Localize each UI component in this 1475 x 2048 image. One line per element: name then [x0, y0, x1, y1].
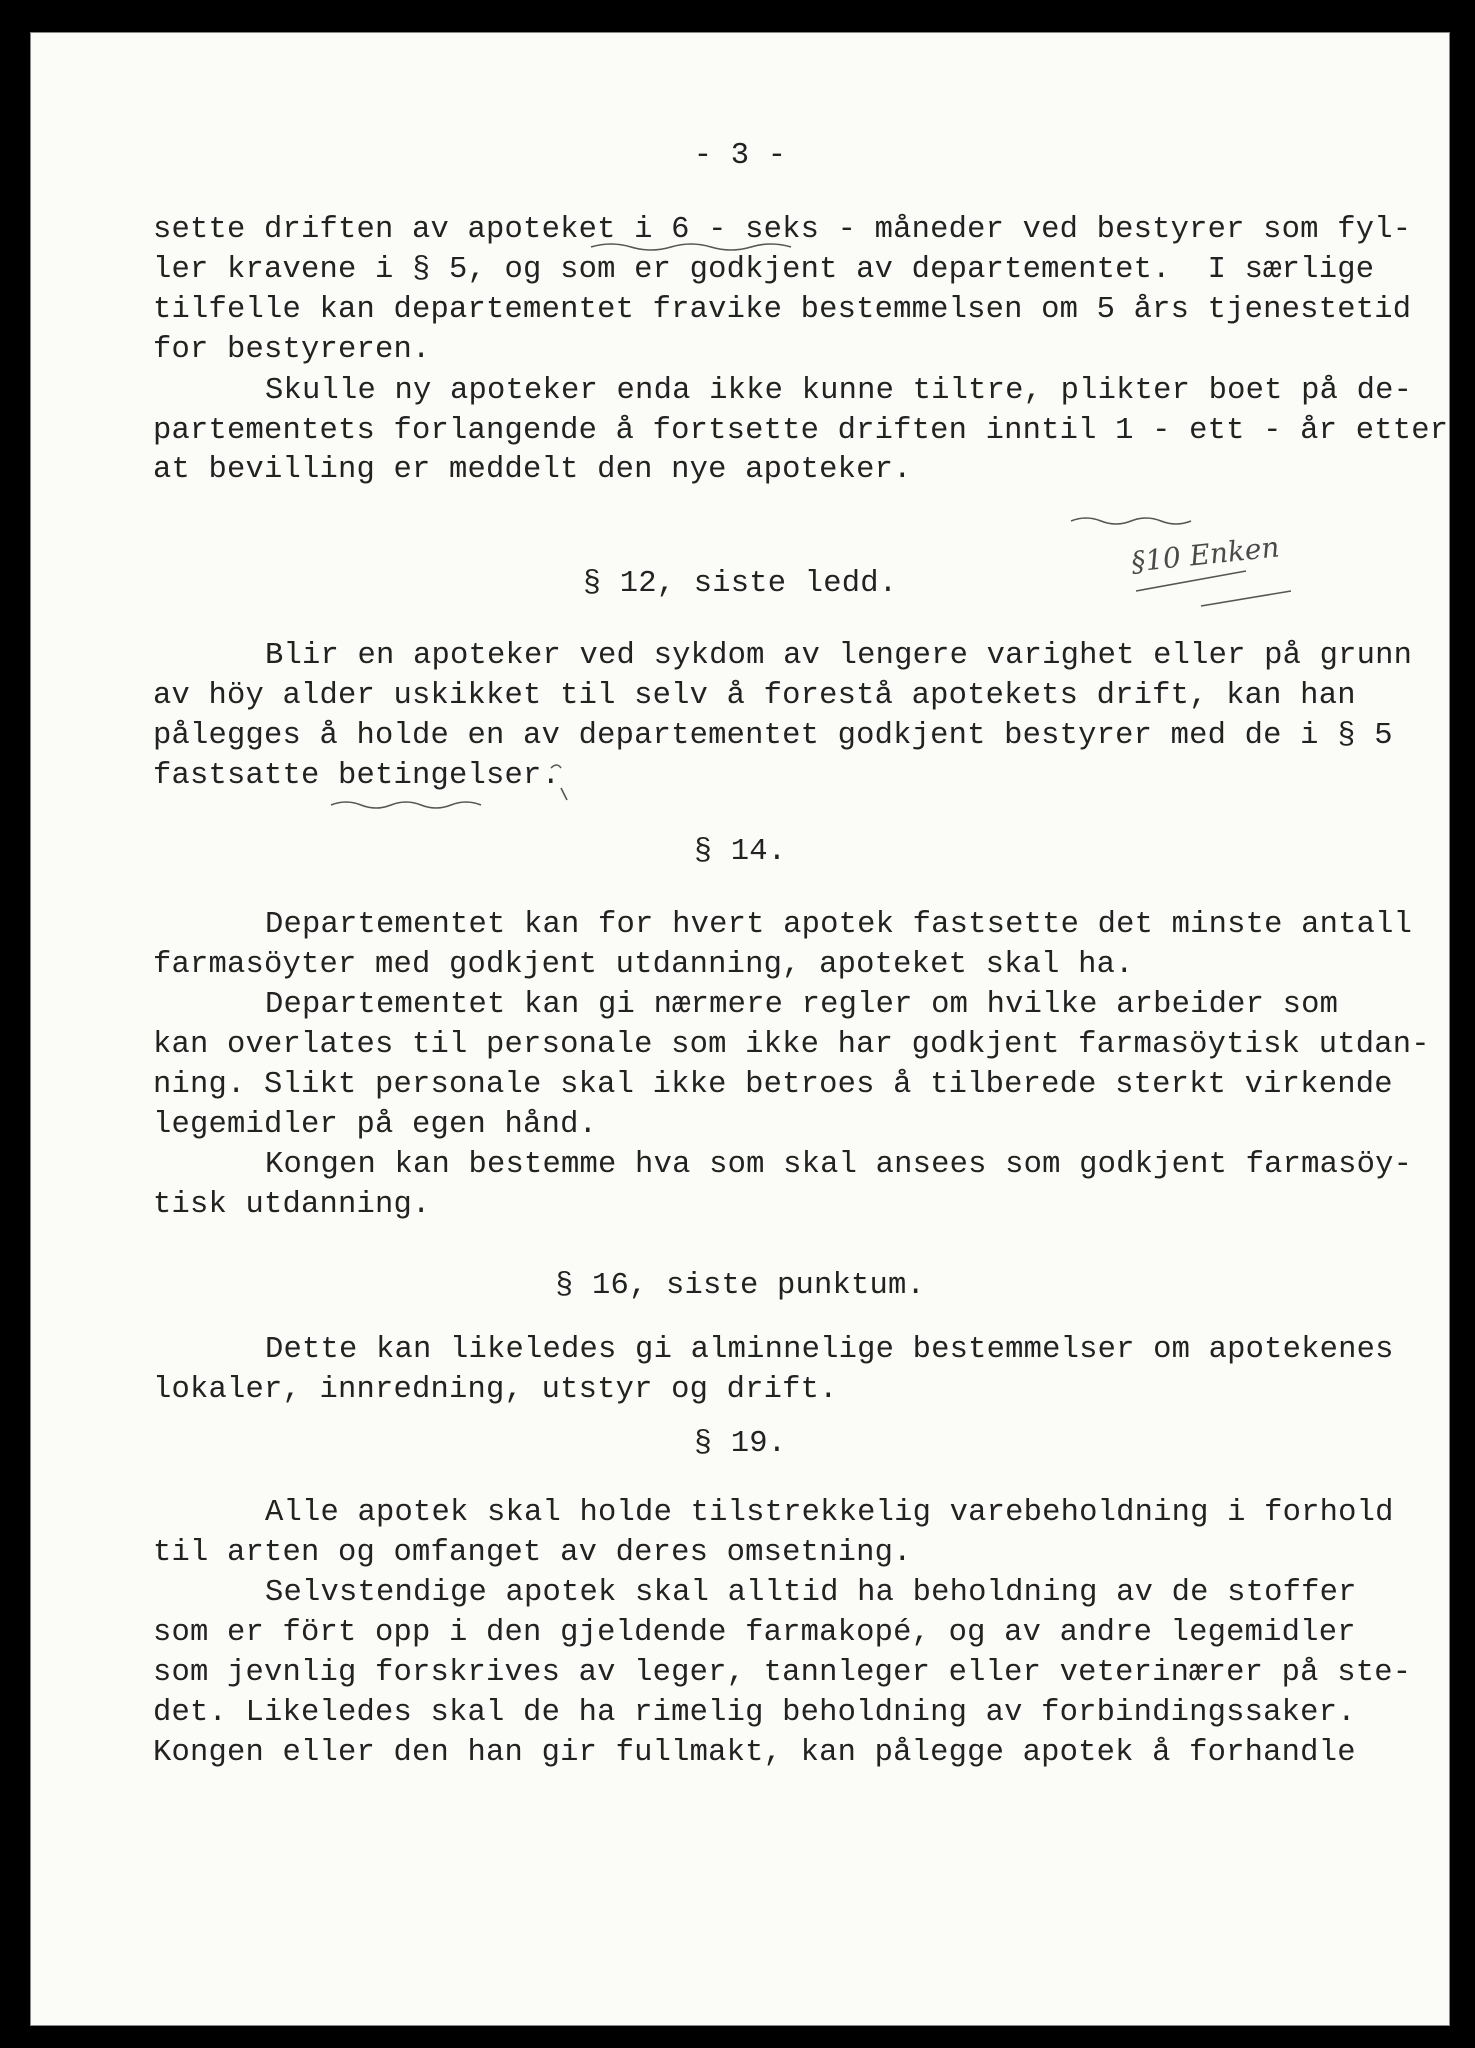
text-line: ler kravene i § 5, og som er godkjent av departementet. I særlige [153, 253, 1375, 287]
text-line: det. Likeledes skal de ha rimelig beholdning av forbindingssaker. [153, 1696, 1356, 1730]
text-line: av höy alder uskikket til selv å forestå apotekets drift, kan han [153, 679, 1356, 713]
text-line: lokaler, innredning, utstyr og drift. [153, 1373, 838, 1407]
text-line: at bevilling er meddelt den nye apoteker. [153, 453, 912, 487]
text-line: Kongen eller den han gir fullmakt, kan pålegge apotek å forhandle [153, 1736, 1356, 1770]
pencil-tick [551, 765, 567, 800]
page-number: - 3 - [693, 139, 787, 173]
section-heading-12: § 12, siste ledd. [582, 567, 898, 601]
text-line: Kongen kan bestemme hva som skal ansees som godkjent farmasöy- [265, 1148, 1413, 1182]
text-line: ning. Slikt personale skal ikke betroes å tilberede sterkt virkende [153, 1068, 1393, 1102]
handwritten-underline [1136, 571, 1246, 591]
pencil-marks [31, 33, 1449, 2025]
wavy-underline [331, 802, 481, 808]
text-line: tisk utdanning. [153, 1188, 431, 1222]
section-heading-19: § 19. [693, 1427, 787, 1461]
text-line: til arten og omfanget av deres omsetning. [153, 1536, 912, 1570]
text-line: Selvstendige apotek skal alltid ha beholdning av de stoffer [265, 1576, 1357, 1610]
text-line: kan overlates til personale som ikke har godkjent farmasöytisk utdan- [153, 1028, 1430, 1062]
text-line: fastsatte betingelser. [153, 759, 561, 793]
text-line: farmasöyter med godkjent utdanning, apoteket skal ha. [153, 948, 1134, 982]
text-line: tilfelle kan departementet fravike bestemmelsen om 5 års tjenestetid [153, 293, 1412, 327]
text-line: sette driften av apoteket i 6 - seks - måneder ved bestyrer som fyl- [153, 213, 1412, 247]
handwritten-note: §10 Enken [1129, 530, 1281, 579]
section-heading-16: § 16, siste punktum. [554, 1269, 926, 1303]
text-line: som jevnlig forskrives av leger, tannleger eller veterinærer på ste- [153, 1656, 1412, 1690]
text-line: som er fört opp i den gjeldende farmakopé, og av andre legemidler [153, 1616, 1356, 1650]
text-line: for bestyreren. [153, 333, 431, 367]
wavy-underline [591, 244, 791, 250]
text-line: Blir en apoteker ved sykdom av lengere varighet eller på grunn [265, 639, 1413, 673]
text-line: Alle apotek skal holde tilstrekkelig varebeholdning i forhold [265, 1496, 1394, 1530]
text-line: Departementet kan gi nærmere regler om hvilke arbeider som [265, 988, 1339, 1022]
text-line: partementets forlangende å fortsette driften inntil 1 - ett - år etter [153, 414, 1449, 448]
section-heading-14: § 14. [693, 835, 787, 869]
text-line: pålegges å holde en av departementet godkjent bestyrer med de i § 5 [153, 719, 1393, 753]
wavy-underline [1071, 518, 1191, 524]
handwritten-underline [1201, 591, 1291, 606]
text-line: Departementet kan for hvert apotek fastsette det minste antall [265, 908, 1413, 942]
text-line: Skulle ny apoteker enda ikke kunne tiltre, plikter boet på de- [265, 374, 1413, 408]
document-page [30, 32, 1450, 2026]
text-line: legemidler på egen hånd. [153, 1108, 598, 1142]
text-line: Dette kan likeledes gi alminnelige bestemmelser om apotekenes [265, 1333, 1394, 1367]
